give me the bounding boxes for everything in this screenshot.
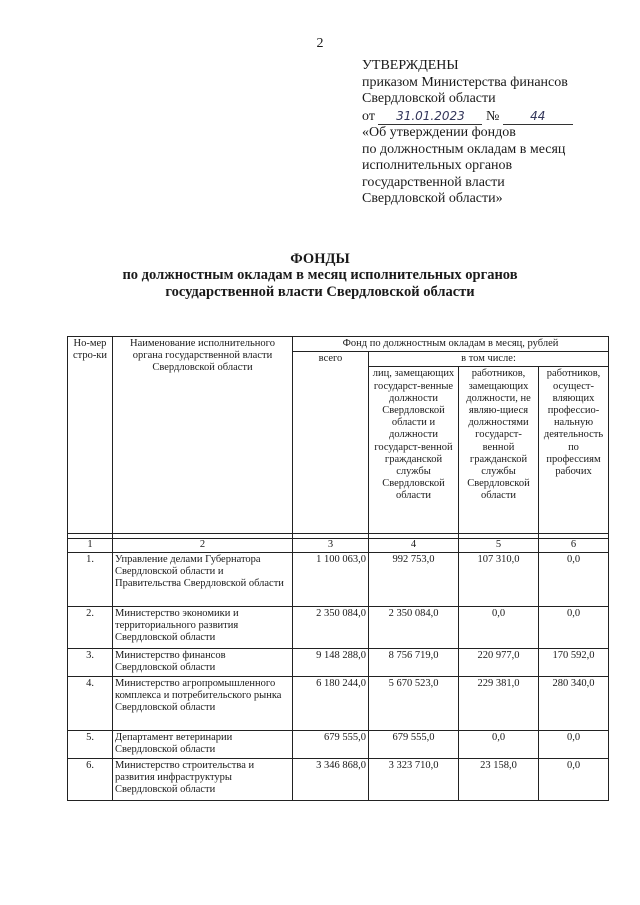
fund-officials: 8 756 719,0 bbox=[369, 648, 459, 676]
fund-workers: 0,0 bbox=[539, 552, 609, 606]
fund-officials: 679 555,0 bbox=[369, 730, 459, 758]
fund-employees: 0,0 bbox=[459, 606, 539, 648]
fund-employees: 107 310,0 bbox=[459, 552, 539, 606]
fund-table bbox=[67, 336, 609, 801]
fund-total: 6 180 244,0 bbox=[293, 676, 369, 730]
fund-workers: 0,0 bbox=[539, 606, 609, 648]
subject-line: «Об утверждении фондов bbox=[362, 125, 516, 140]
order-line: приказом Министерства финансов bbox=[362, 74, 568, 90]
subject-line: государственной власти bbox=[362, 174, 505, 190]
header-fund: Фонд по должностным окладам в месяц, рублей bbox=[293, 337, 609, 352]
header-col6: работников, осущест-вляющих профессио-нальную деятельность по профессиям рабочих bbox=[539, 367, 609, 534]
fund-employees: 229 381,0 bbox=[459, 676, 539, 730]
row-number: 6. bbox=[68, 758, 113, 800]
org-name: Министерство финансов Свердловской области bbox=[113, 648, 293, 676]
fund-total: 679 555,0 bbox=[293, 730, 369, 758]
header-including: в том числе: bbox=[369, 352, 609, 367]
header-total: всего bbox=[293, 352, 369, 534]
handwritten-date: 31.01.2023 bbox=[378, 108, 482, 126]
subject-line: Свердловской области» bbox=[362, 191, 503, 206]
subject-line: исполнительных органов bbox=[362, 158, 513, 173]
table-header-row bbox=[68, 337, 609, 352]
table-row bbox=[68, 552, 609, 606]
fund-employees: 23 158,0 bbox=[459, 758, 539, 800]
column-number: 1 bbox=[68, 539, 113, 552]
fund-total: 3 346 868,0 bbox=[293, 758, 369, 800]
approval-block bbox=[362, 58, 622, 208]
fund-total: 1 100 063,0 bbox=[293, 552, 369, 606]
fund-total: 2 350 084,0 bbox=[293, 606, 369, 648]
row-number: 5. bbox=[68, 730, 113, 758]
header-col5: работников, замещающих должности, не являю-щиеся должностями государст-венной гражданской службы Свердловской области bbox=[459, 367, 539, 534]
region-line: Свердловской области bbox=[362, 91, 496, 106]
row-number: 2. bbox=[68, 606, 113, 648]
column-number: 4 bbox=[369, 539, 459, 552]
fund-workers: 0,0 bbox=[539, 758, 609, 800]
column-number: 6 bbox=[539, 539, 609, 552]
fund-employees: 220 977,0 bbox=[459, 648, 539, 676]
number-label: № bbox=[485, 108, 500, 124]
order-date-number bbox=[362, 108, 622, 126]
fund-officials: 5 670 523,0 bbox=[369, 676, 459, 730]
fund-workers: 0,0 bbox=[539, 730, 609, 758]
table-row bbox=[68, 606, 609, 648]
column-number: 3 bbox=[293, 539, 369, 552]
fund-total: 9 148 288,0 bbox=[293, 648, 369, 676]
document-title: ФОНДЫ bbox=[290, 251, 350, 267]
approved-label: УТВЕРЖДЕНЫ bbox=[362, 58, 459, 73]
table-row bbox=[68, 648, 609, 676]
header-col4: лиц, замещающих государст-венные должности Свердловской области и должности государст-венной гражданской службы Свердловской области bbox=[369, 367, 459, 534]
org-name: Министерство строительства и развития инфраструктуры Свердловской области bbox=[113, 758, 293, 800]
table-row bbox=[68, 758, 609, 800]
table-row bbox=[68, 730, 609, 758]
handwritten-number: 44 bbox=[503, 108, 573, 126]
subject-line: по должностным окладам в месяц bbox=[362, 141, 566, 157]
column-numbers-row bbox=[68, 539, 609, 552]
org-name: Управление делами Губернатора Свердловской области и Правительства Свердловской области bbox=[113, 552, 293, 606]
from-label: от bbox=[362, 108, 375, 124]
header-org-name: Наименование исполнительного органа государственной власти Свердловской области bbox=[113, 337, 293, 534]
fund-employees: 0,0 bbox=[459, 730, 539, 758]
org-name: Министерство агропромышленного комплекса и потребительского рынка Свердловской области bbox=[113, 676, 293, 730]
row-number: 1. bbox=[68, 552, 113, 606]
org-name: Министерство экономики и территориального развития Свердловской области bbox=[113, 606, 293, 648]
document-subtitle: по должностным окладам в месяц исполнительных органов государственной власти Свердловской области bbox=[122, 267, 518, 300]
column-number: 5 bbox=[459, 539, 539, 552]
row-number: 4. bbox=[68, 676, 113, 730]
header-row-number: Но-мер стро-ки bbox=[68, 337, 113, 534]
column-number: 2 bbox=[113, 539, 293, 552]
org-name: Департамент ветеринарии Свердловской области bbox=[113, 730, 293, 758]
fund-officials: 992 753,0 bbox=[369, 552, 459, 606]
fund-workers: 280 340,0 bbox=[539, 676, 609, 730]
page-number: 2 bbox=[316, 36, 324, 51]
table-row bbox=[68, 676, 609, 730]
row-number: 3. bbox=[68, 648, 113, 676]
fund-officials: 3 323 710,0 bbox=[369, 758, 459, 800]
fund-workers: 170 592,0 bbox=[539, 648, 609, 676]
fund-officials: 2 350 084,0 bbox=[369, 606, 459, 648]
